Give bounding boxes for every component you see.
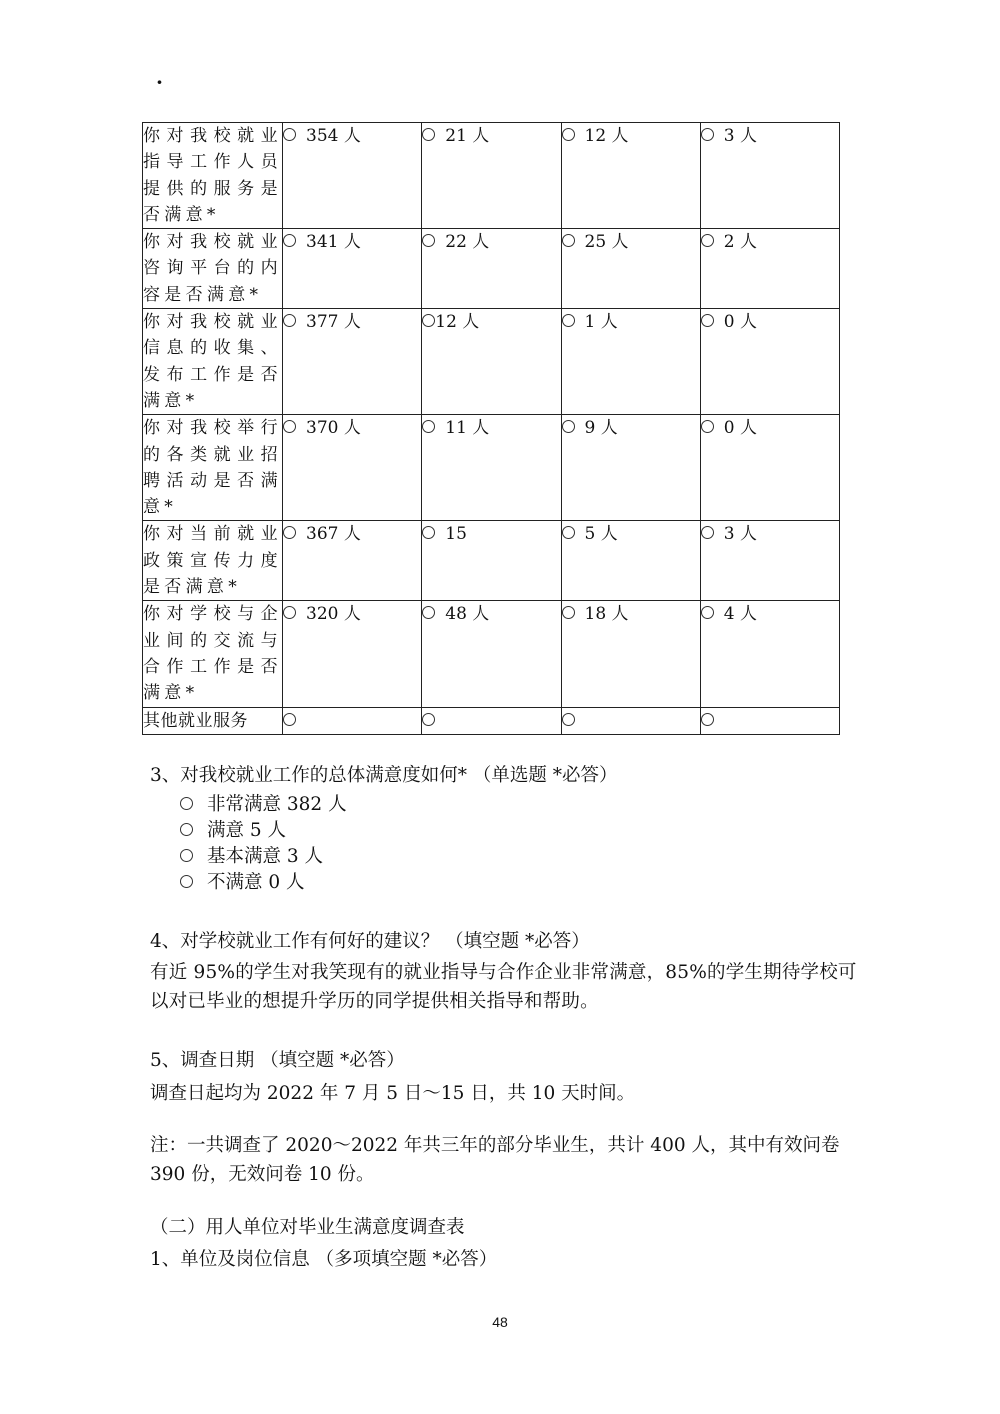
option-cell: 1 人 [561, 309, 700, 415]
radio-icon[interactable] [562, 420, 575, 433]
radio-icon[interactable] [283, 234, 296, 247]
option-cell: 12 人 [422, 309, 561, 415]
q3-options [180, 792, 347, 896]
option-cell: 0 人 [700, 309, 839, 415]
option-cell: 5 人 [561, 521, 700, 601]
question-cell: 你对我校就业指导工作人员提供的服务是否满意* [143, 123, 283, 229]
radio-icon[interactable] [283, 526, 296, 539]
radio-icon[interactable] [422, 420, 435, 433]
option-cell: 3 人 [700, 123, 839, 229]
option-cell: 370 人 [283, 415, 422, 521]
radio-icon[interactable] [562, 314, 575, 327]
option-cell: 48 人 [422, 601, 561, 707]
table-row [143, 309, 840, 415]
radio-icon[interactable] [422, 128, 435, 141]
radio-icon[interactable] [180, 823, 193, 836]
list-item[interactable]: 基本满意 3 人 [180, 844, 347, 870]
option-cell: 320 人 [283, 601, 422, 707]
radio-icon[interactable] [701, 526, 714, 539]
option-cell: 367 人 [283, 521, 422, 601]
radio-icon[interactable] [180, 797, 193, 810]
radio-icon[interactable] [701, 606, 714, 619]
option-cell: 21 人 [422, 123, 561, 229]
option-cell: 354 人 [283, 123, 422, 229]
q4-answer: 有近 95%的学生对我笑现有的就业指导与合作企业非常满意，85%的学生期待学校可以对已毕业的想提升学历的同学提供相关指导和帮助。 [150, 962, 857, 1012]
radio-icon[interactable] [701, 420, 714, 433]
bullet-mark: · [156, 70, 163, 94]
option-cell [561, 707, 700, 734]
q3-title: 3、对我校就业工作的总体满意度如何* （单选题 *必答） [150, 765, 618, 786]
section-title: （二）用人单位对毕业生满意度调查表 [150, 1217, 465, 1238]
note-paragraph: 注：一共调查了 2020～2022 年共三年的部分毕业生，共计 400 人，其中有效问卷 390 份，无效问卷 10 份。 [150, 1135, 840, 1185]
radio-icon[interactable] [701, 128, 714, 141]
radio-icon[interactable] [283, 128, 296, 141]
radio-icon[interactable] [562, 713, 575, 726]
table-row [143, 415, 840, 521]
option-cell [422, 707, 561, 734]
question-cell: 其他就业服务 [143, 707, 283, 734]
option-cell [700, 707, 839, 734]
radio-icon[interactable] [283, 314, 296, 327]
table-row [143, 123, 840, 229]
option-cell: 22 人 [422, 229, 561, 309]
option-cell: 0 人 [700, 415, 839, 521]
question-cell: 你对我校举行的各类就业招聘活动是否满意* [143, 415, 283, 521]
radio-icon[interactable] [562, 526, 575, 539]
option-cell: 9 人 [561, 415, 700, 521]
option-cell: 11 人 [422, 415, 561, 521]
radio-icon[interactable] [422, 606, 435, 619]
radio-icon[interactable] [562, 234, 575, 247]
radio-icon[interactable] [562, 606, 575, 619]
radio-icon[interactable] [283, 420, 296, 433]
table-row [143, 521, 840, 601]
question-cell: 你对我校就业信息的收集、发布工作是否满意* [143, 309, 283, 415]
section-q1: 1、单位及岗位信息 （多项填空题 *必答） [150, 1249, 498, 1270]
list-item[interactable]: 不满意 0 人 [180, 870, 347, 896]
radio-icon[interactable] [422, 234, 435, 247]
option-cell: 12 人 [561, 123, 700, 229]
q5-answer: 调查日起均为 2022 年 7 月 5 日～15 日，共 10 天时间。 [150, 1083, 636, 1104]
option-cell: 4 人 [700, 601, 839, 707]
radio-icon[interactable] [701, 234, 714, 247]
radio-icon[interactable] [701, 314, 714, 327]
radio-icon[interactable] [283, 713, 296, 726]
q4-title: 4、对学校就业工作有何好的建议？ （填空题 *必答） [150, 931, 590, 952]
page-number: 48 [492, 1314, 508, 1330]
option-cell: 3 人 [700, 521, 839, 601]
option-cell: 25 人 [561, 229, 700, 309]
radio-icon[interactable] [562, 128, 575, 141]
satisfaction-table [142, 122, 840, 735]
list-item[interactable]: 非常满意 382 人 [180, 792, 347, 818]
option-cell: 341 人 [283, 229, 422, 309]
option-cell: 15 [422, 521, 561, 601]
option-cell: 377 人 [283, 309, 422, 415]
radio-icon[interactable] [701, 713, 714, 726]
question-cell: 你对当前就业政策宣传力度是否满意* [143, 521, 283, 601]
radio-icon[interactable] [180, 875, 193, 888]
table-row [143, 601, 840, 707]
table-row [143, 707, 840, 734]
radio-icon[interactable] [422, 713, 435, 726]
q5-title: 5、调查日期 （填空题 *必答） [150, 1050, 405, 1071]
radio-icon[interactable] [180, 849, 193, 862]
table-row [143, 229, 840, 309]
radio-icon[interactable] [422, 526, 435, 539]
question-cell: 你对我校就业咨询平台的内容是否满意* [143, 229, 283, 309]
option-cell [283, 707, 422, 734]
question-cell: 你对学校与企业间的交流与合作工作是否满意* [143, 601, 283, 707]
radio-icon[interactable] [422, 314, 435, 327]
option-cell: 18 人 [561, 601, 700, 707]
option-cell: 2 人 [700, 229, 839, 309]
list-item[interactable]: 满意 5 人 [180, 818, 347, 844]
radio-icon[interactable] [283, 606, 296, 619]
